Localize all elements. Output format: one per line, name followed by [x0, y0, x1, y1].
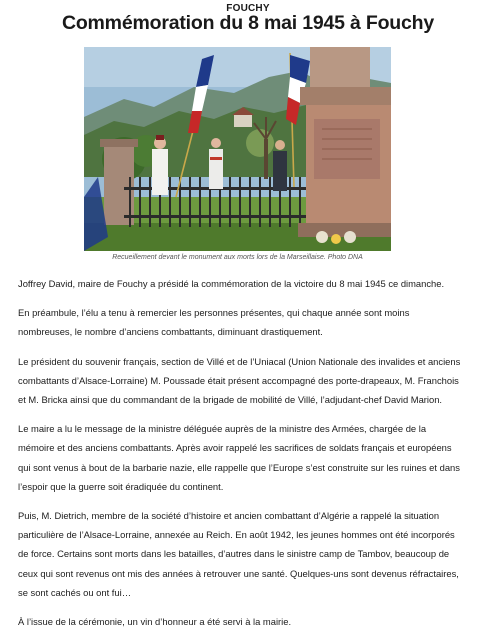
article-paragraph: Puis, M. Dietrich, membre de la société d’histoire et ancien combattant d’Algérie a rappelé la situation particulière de l’Alsace-Lorraine, annexée au Reich. En août 1942, les jeunes hommes ont été incorporés de force. Certains sont morts dans les batailles, d’autres dans le sinistre camp de Tambov, beaucoup de ceux qui sont revenus ont mis des années à retrouver une santé. Quelques-uns sont devenus réfractaires, se sont cachés ou ont fui…	[18, 510, 459, 598]
article-body	[18, 274, 464, 641]
ceremony-photo-illustration	[84, 47, 391, 251]
article-title: Commémoration du 8 mai 1945 à Fouchy	[61, 12, 435, 34]
article-paragraph: En préambule, l’élu a tenu à remercier les personnes présentes, qui chaque année sont moins nombreuses, le nombre d’anciens combattants, diminuant drastiquement.	[18, 307, 410, 338]
article-kicker: FOUCHY	[226, 3, 270, 14]
article-paragraph: Joffrey David, maire de Fouchy a présidé la commémoration de la victoire du 8 mai 1945 ce dimanche.	[18, 278, 445, 289]
article-paragraph: À l’issue de la cérémonie, un vin d’honneur a été servi à la mairie.	[18, 616, 292, 628]
article-paragraph: Le maire a lu le message de la ministre déléguée auprès de la ministre des Armées, chargée de la mémoire et des anciens combattants. Après avoir rappelé les sacrifices de soldats français et européens qui sont venus à bout de la barbarie nazie, elle rappelle que l’Europe s’est construite sur les ruines et dans l’espoir que la guerre soit éradiquée du continent.	[18, 423, 460, 492]
article-photo	[84, 47, 391, 251]
photo-caption: Recueillement devant le monument aux morts lors de la Marseillaise. Photo DNA	[112, 254, 363, 261]
article-paragraph: Le président du souvenir français, section de Villé et de l’Uniacal (Union Nationale des invalides et anciens combattants d’Alsace-Lorraine) M. Poussade était présent accompagné des porte-drapeaux, M. Franchois et M. Bricka ainsi que du commandant de la brigade de mobilité de Villé, l’adjudant-chef David Marion.	[18, 355, 461, 406]
